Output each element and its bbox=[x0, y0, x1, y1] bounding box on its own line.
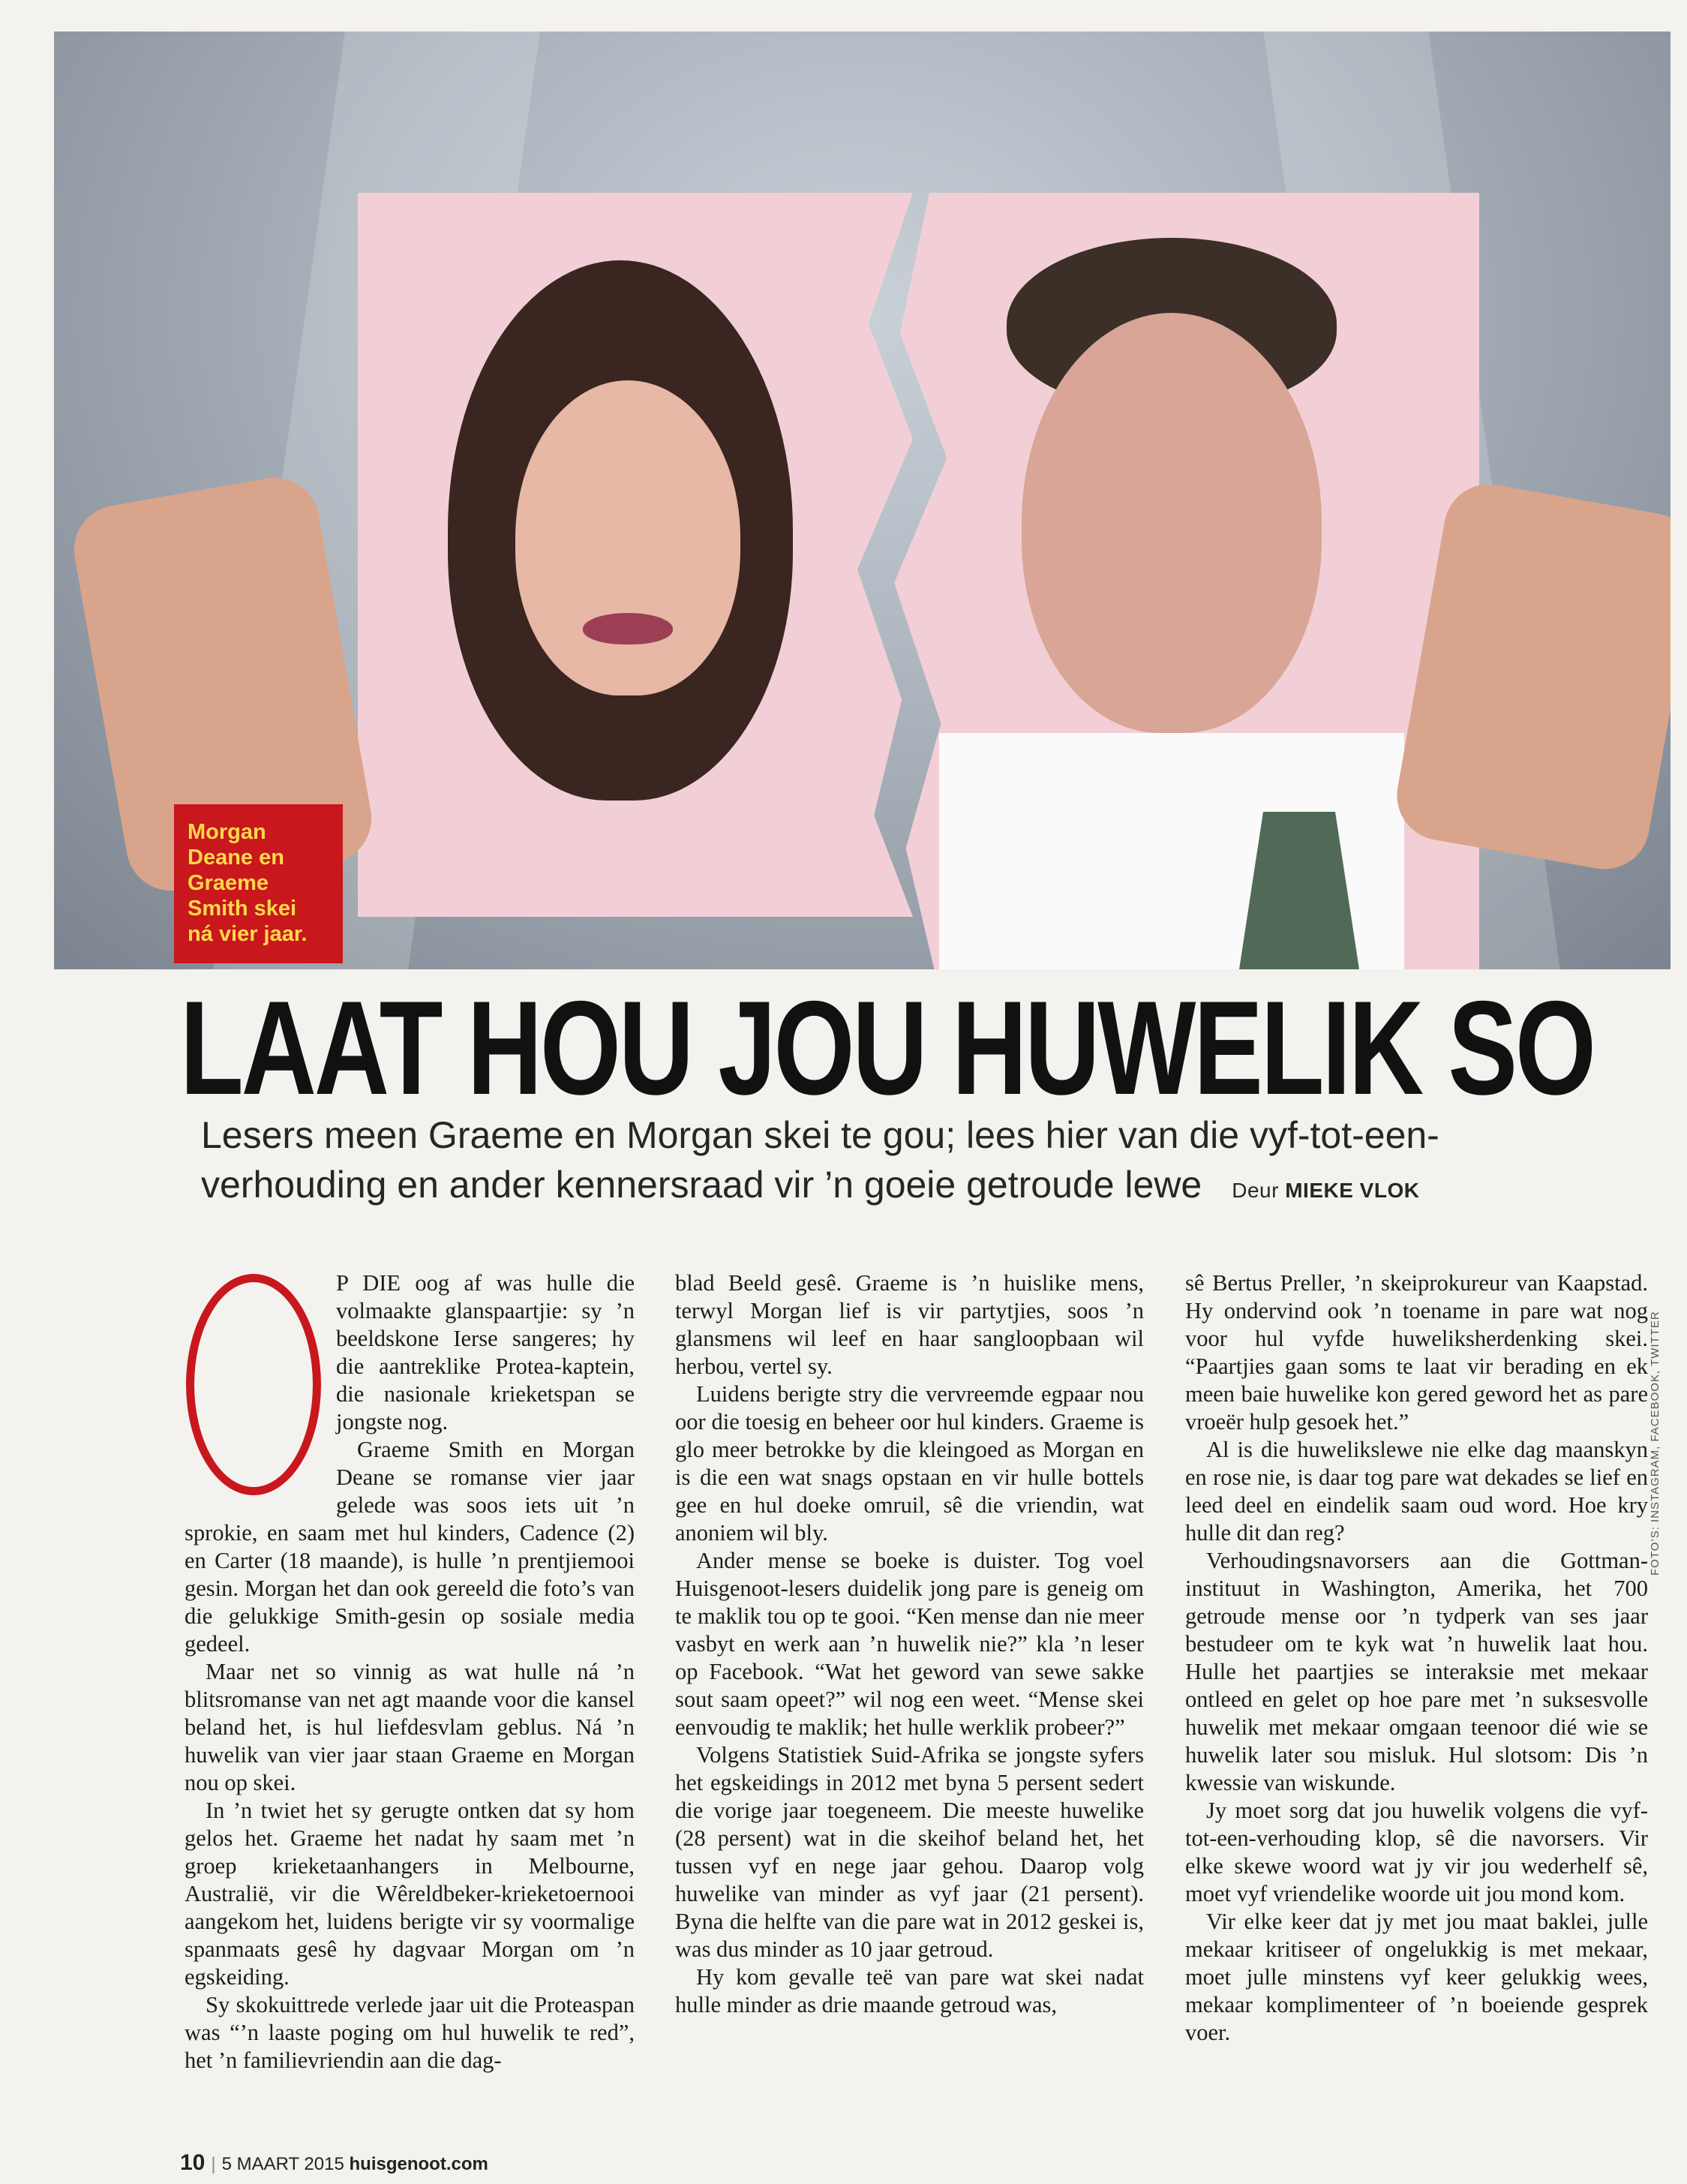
paragraph: In ’n twiet het sy gerugte ontken dat sy hom gelos het. Graeme het nadat hy saam met ’n groep krieketaanhangers in Melbourne, Australië, vir die Wêreldbeker-krieketoernooi aangekom het, luidens berigte vir sy voormalige spanmaats gesê hy dagvaar Morgan om ’n egskeiding. bbox=[185, 1798, 635, 1990]
paragraph: Vir elke keer dat jy met jou maat baklei, julle mekaar kritiseer of ongelukkig is met mekaar, moet julle minstens vyf keer gelukkig wees, mekaar komplimenteer of ’n boeiende gesprek voer. bbox=[1185, 1909, 1648, 2045]
photo-credit: FOTO’S: INSTAGRAM, FACEBOOK, TWITTER bbox=[1649, 1311, 1661, 1576]
paragraph: Graeme Smith en Morgan Deane se romanse vier jaar gelede was soos iets uit ’n sprokie, en saam met hul kinders, Cadence (2) en Carter (18 maande), is hulle ’n prentjiemooi gesin. Morgan het dan ook gereeld die foto’s van die gelukkige Smith-gesin op sosiale media gedeel. bbox=[185, 1437, 635, 1657]
article-column-1 bbox=[185, 1269, 635, 2074]
torn-photo-woman bbox=[358, 193, 913, 917]
face bbox=[515, 380, 740, 695]
photo-caption bbox=[174, 804, 343, 963]
byline bbox=[1232, 1179, 1419, 1202]
drop-cap-ring bbox=[186, 1274, 321, 1495]
page-footer bbox=[180, 2150, 488, 2176]
paragraph: Jy moet sorg dat jou huwelik volgens die vyf-tot-een-verhouding klop, sê die navorsers. Vir elke skewe woord wat jy vir jou wederhelf sê, moet vyf vriendelike woorde uit jou mond kom. bbox=[1185, 1798, 1648, 1906]
paragraph: Verhoudingsnavorsers aan die Gottman-instituut in Washington, Amerika, het 700 getroude mense oor ’n tydperk van ses jaar bestudeer om te kyk wat ’n huwelik laat hou. Hulle het paartjies se interaksie met mekaar ontleed en gelet op hoe pare met ’n suksesvolle huwelik met mekaar omgaan teenoor dié wie se huwelik later sou misluk. Hul slotsom: Dis ’n kwessie van wiskunde. bbox=[1185, 1548, 1648, 1795]
article-column-3 bbox=[1185, 1269, 1648, 2047]
caption-line: Morgan bbox=[188, 820, 266, 844]
deck-line-1: Lesers meen Graeme en Morgan skei te gou; lees hier van die vyf-tot-een- bbox=[201, 1114, 1439, 1156]
caption-line: Smith skei bbox=[188, 897, 297, 921]
paragraph: blad Beeld gesê. Graeme is ’n huislike mens, terwyl Morgan lief is vir partytjies, soos ’n glansmens wil leef en haar sangloopbaan wil herbou, vertel sy. bbox=[675, 1270, 1144, 1379]
paragraph: Sy skokuittrede verlede jaar uit die Proteaspan was “’n laaste poging om hul huwelik te red”, het ’n familievriendin aan die dag- bbox=[185, 1992, 635, 2073]
article-column-2 bbox=[675, 1269, 1144, 2019]
paragraph: sê Bertus Preller, ’n skeiprokureur van Kaapstad. Hy ondervind ook ’n toename in pare wat nog voor hul vyfde huweliksherdenking skei. “Paartjies gaan soms te laat vir berading en ek meen baie huwelike kon gered geword het as pare vroeër hulp gesoek het.” bbox=[1185, 1270, 1648, 1434]
caption-line: Deane en bbox=[188, 846, 284, 870]
deck-line-2-text: verhouding en ander kennersraad vir ’n goeie getroude lewe bbox=[201, 1164, 1202, 1206]
byline-prefix: Deur bbox=[1232, 1179, 1279, 1202]
footer-separator: | bbox=[211, 2154, 216, 2174]
headline: LAAT HOU JOU HUWELIK SO bbox=[180, 973, 1594, 1122]
byline-author: MIEKE VLOK bbox=[1285, 1179, 1420, 1202]
paragraph: Hy kom gevalle teë van pare wat skei nadat hulle minder as drie maande getroud was, bbox=[675, 1964, 1144, 2017]
drop-cap bbox=[182, 1269, 330, 1502]
paragraph: Luidens berigte stry die vervreemde egpaar nou oor die toesig en beheer oor hul kinders. Graeme is glo meer betrokke by die kleingoed as Morgan en is die een wat snags opstaan en vir hulle bottels gee en hul doeke omruil, sê die vriendin, wat anoniem wil bly. bbox=[675, 1381, 1144, 1546]
caption-line: Graeme bbox=[188, 871, 269, 895]
issue-date: 5 MAART 2015 bbox=[221, 2154, 344, 2174]
paragraph: Maar net so vinnig as wat hulle ná ’n blitsromanse van net agt maande voor die kansel beland het, is hul liefdesvlam geblus. Ná ’n huwelik van vier jaar staan Graeme en Morgan nou op skei. bbox=[185, 1659, 635, 1795]
website: huisgenoot.com bbox=[349, 2154, 488, 2174]
paragraph: Ander mense se boeke is duister. Tog voel Huisgenoot-lesers duidelik jong pare is geneig om te maklik tou op te gooi. “Ken mense dan nie meer vasbyt en werk aan ’n huwelik nie?” kla ’n leser op Facebook. “Wat het geword van sewe sakke sout saam opeet?” wil nog een weet. “Mense skei eenvoudig te maklik; het hulle werklik probeer?” bbox=[675, 1548, 1144, 1740]
paragraph: Al is die huwelikslewe nie elke dag maanskyn en rose nie, is daar tog pare wat dekades se lief en leed deel en eindelik saam oud word. Hoe kry hulle dit dan reg? bbox=[1185, 1437, 1648, 1546]
caption-line: ná vier jaar. bbox=[188, 922, 308, 946]
deck-line-2 bbox=[201, 1160, 1626, 1215]
paragraph: P DIE oog af was hulle die volmaakte glanspaartjie: sy ’n beeldskone Ierse sangeres; hy die aantreklike Protea-kaptein, die nasionale krieketspan se jongste nog. bbox=[336, 1270, 635, 1434]
paragraph: Volgens Statistiek Suid-Afrika se jongste syfers het egskeidings in 2012 met byna 5 persent sedert die vorige jaar toegeneem. Die meeste huwelike (28 persent) wat in die skeihof beland het, het tussen vyf en nege jaar gehou. Daarop volg huwelike van minder as vyf jaar (21 persent). Byna die helfte van die pare wat in 2012 geskei is, was dus minder as 10 jaar getroud. bbox=[675, 1742, 1144, 1962]
face bbox=[1022, 313, 1322, 733]
torn-photo-man bbox=[894, 193, 1479, 969]
page-number: 10 bbox=[180, 2150, 206, 2175]
lips bbox=[583, 613, 673, 644]
deck bbox=[201, 1110, 1626, 1215]
